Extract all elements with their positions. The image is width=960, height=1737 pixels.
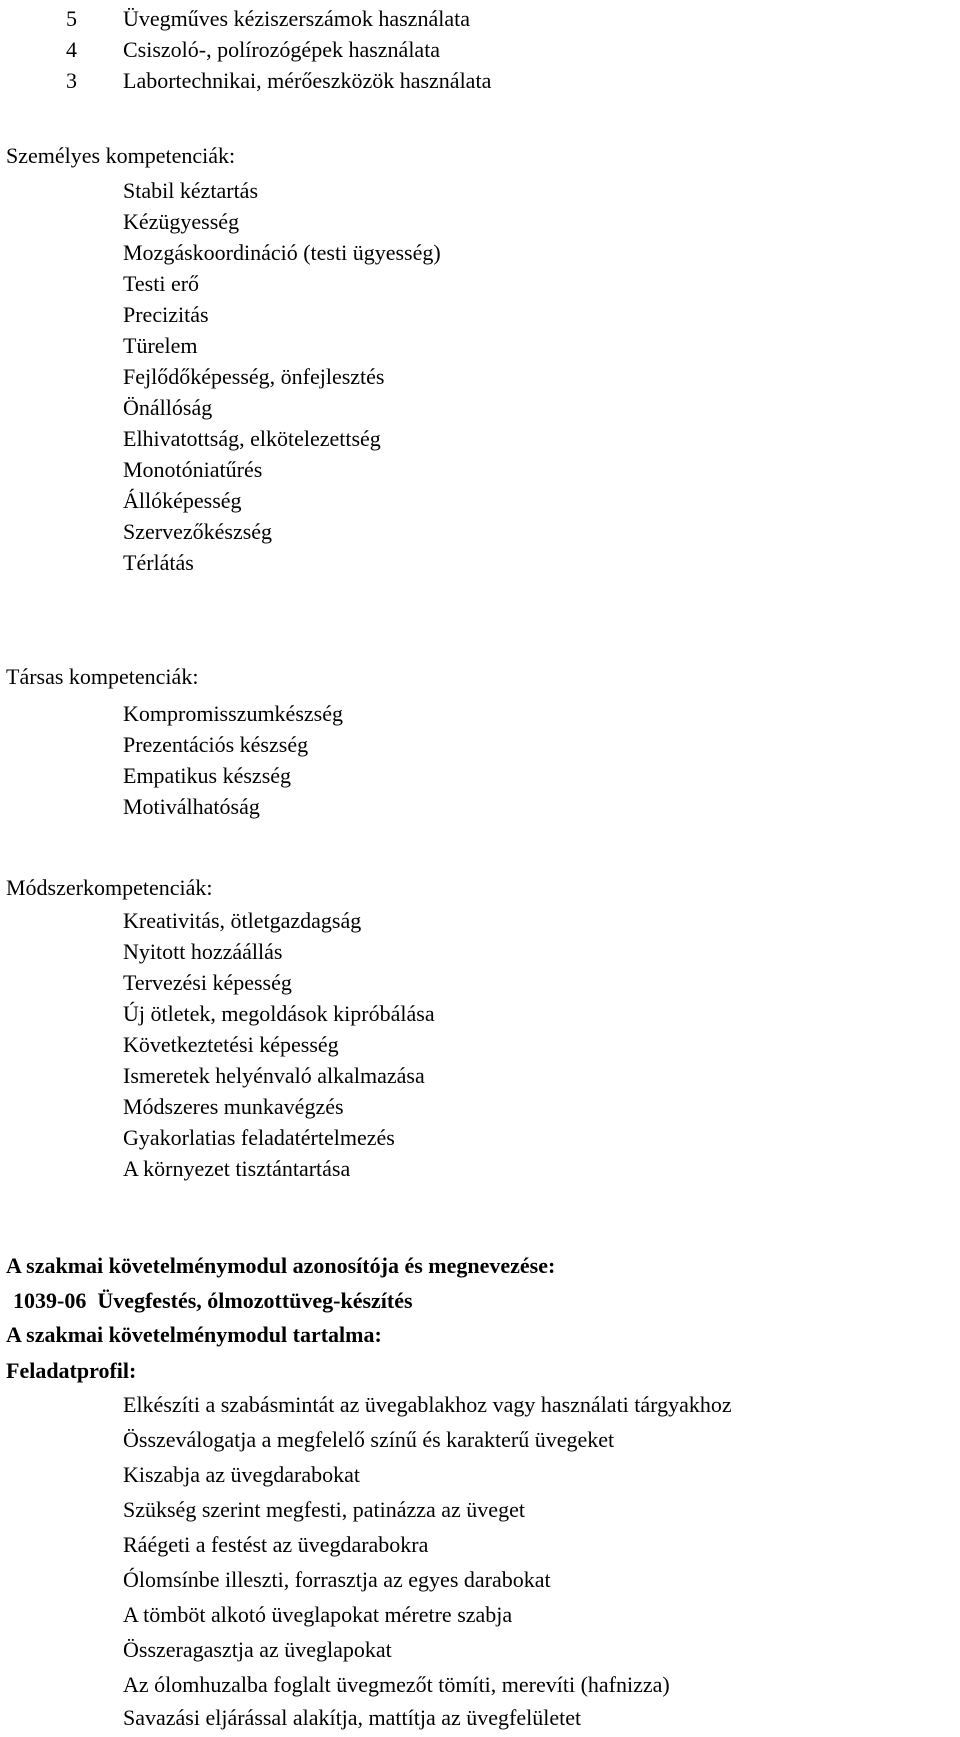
tool-label: Csiszoló-, polírozógépek használata	[123, 37, 441, 62]
level-number: 5	[66, 6, 77, 31]
tool-label: Labortechnikai, mérőeszközök használata	[123, 68, 492, 93]
document-page: 5 Üvegműves kéziszerszámok használata 4 Csiszoló-, polírozógépek használata 3 Labortechnikai, mérőeszközök használata Személyes kompetenciák: Stabil kéztartás Kézügyesség Mozgáskoordináció (testi ügyesség) Testi erő Precizitás Türelem Fejlődőképesség, önfejlesztés Önállóság Elhivatottság, elkötelezettség Monotóniatűrés Állóképesség Szervezőkészség Térlátás Társas kompetenciák: Kompromisszumkészség Prezentációs készség Empatikus készség Motiválhatóság Módszerkompetenciák: Kreativitás, ötletgazdagság Nyitott hozzáállás Tervezési képesség Új ötletek, megoldások kipróbálása Következtetési képesség Ismeretek helyénvaló alkalmazása Módszeres munkavégzés Gyakorlatias feladatértelmezés A környezet tisztántartása A szakmai követelménymodul azonosítója és megnevezése: 1039-06 Üvegfestés, ólmozottüveg-készítés A szakmai követelménymodul tartalma: Feladatprofil: Elkészíti a szabásmintát az üvegablakhoz vagy használati tárgyakhoz Összeválogatja a megfelelő színű és karakterű üvegeket Kiszabja az üvegdarabokat Szükség szerint megfesti, patinázza az üveget Ráégeti a festést az üvegdarabokra Ólomsínbe illeszti, forrasztja az egyes darabokat A tömböt alkotó üveglapokat méretre szabja Összeragasztja az üveglapokat Az ólomhuzalba foglalt üvegmezőt tömíti, merevíti (hafnizza) Savazási eljárással alakítja, mattítja az üvegfelületet	[0, 0, 960, 1737]
tool-label: Üvegműves kéziszerszámok használata	[123, 6, 470, 31]
level-number: 3	[66, 68, 77, 93]
level-number: 4	[66, 37, 77, 62]
